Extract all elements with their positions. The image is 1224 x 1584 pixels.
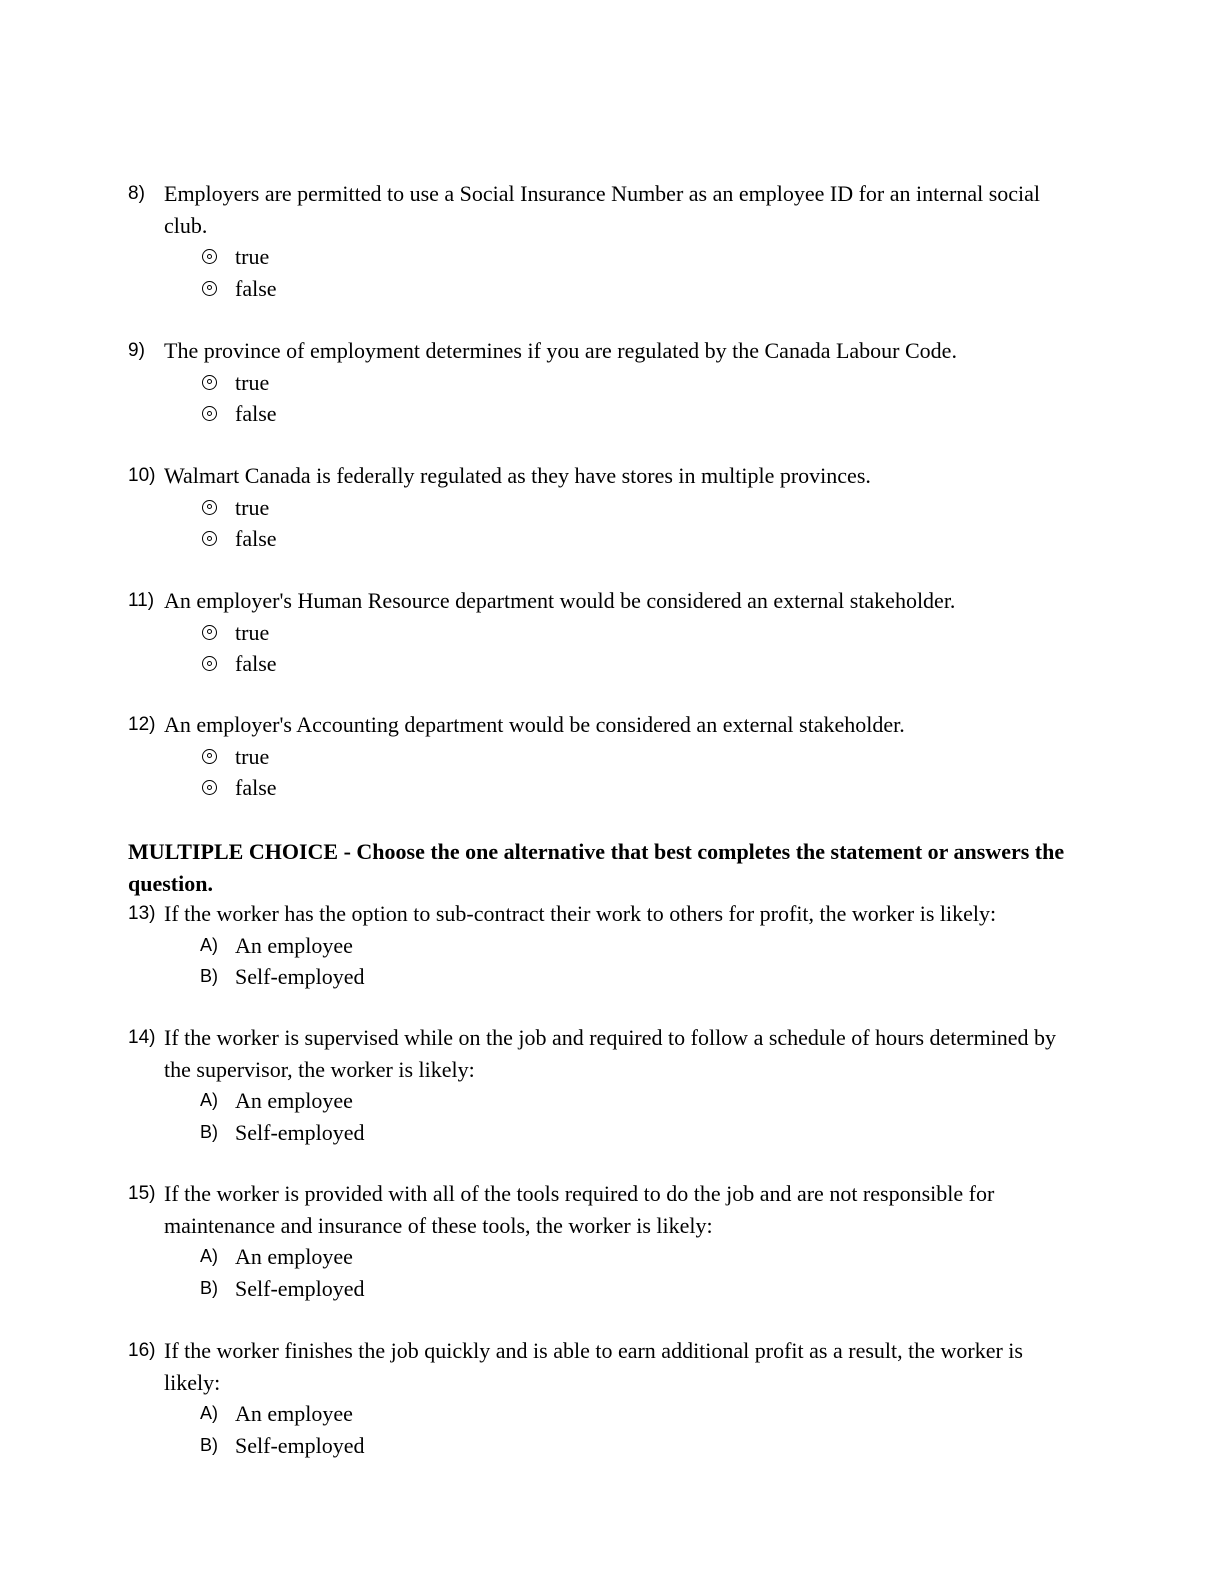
question-10: 10) Walmart Canada is federally regulated as they have stores in multiple provinces. true false — [128, 460, 1088, 492]
question-number: 14) — [128, 1027, 156, 1048]
radio-icon[interactable] — [202, 780, 217, 795]
question-8: 8) Employers are permitted to use a Social Insurance Number as an employee ID for an internal social club. true false — [128, 178, 1088, 241]
question-number: 16) — [128, 1340, 156, 1361]
question-number: 11) — [128, 590, 155, 611]
question-text: Employers are permitted to use a Social Insurance Number as an employee ID for an internal social club. — [164, 181, 1041, 238]
question-text: An employer's Accounting department would be considered an external stakeholder. — [164, 712, 905, 737]
question-9: 9) The province of employment determines if you are regulated by the Canada Labour Code. true false — [128, 335, 1088, 367]
question-text: The province of employment determines if you are regulated by the Canada Labour Code. — [164, 338, 957, 363]
question-number: 13) — [128, 903, 156, 924]
question-16: 16) If the worker finishes the job quickly and is able to earn additional profit as a result, the worker is likely: A) An employee B) Self-employed — [128, 1335, 1088, 1398]
question-number: 15) — [128, 1183, 156, 1204]
radio-icon[interactable] — [202, 249, 217, 264]
question-number: 8) — [128, 183, 145, 204]
radio-icon[interactable] — [202, 531, 217, 546]
question-text: If the worker is provided with all of the tools required to do the job and are not responsible for maintenance and insurance of these tools, the worker is likely: — [164, 1181, 995, 1238]
question-number: 9) — [128, 340, 145, 361]
question-text: An employer's Human Resource department would be considered an external stakeholder. — [164, 588, 956, 613]
question-text: Walmart Canada is federally regulated as they have stores in multiple provinces. — [164, 463, 871, 488]
section-heading: MULTIPLE CHOICE - Choose the one alternative that best completes the statement or answers the question. — [128, 839, 1065, 896]
question-text: If the worker is supervised while on the job and required to follow a schedule of hours determined by the supervisor, the worker is likely: — [164, 1025, 1056, 1082]
question-15: 15) If the worker is provided with all of the tools required to do the job and are not responsible for maintenance and insurance of these tools, the worker is likely: A) An employee B) Self-employed — [128, 1178, 1088, 1241]
question-14: 14) If the worker is supervised while on the job and required to follow a schedule of hours determined by the supervisor, the worker is likely: A) An employee B) Self-employed — [128, 1022, 1088, 1085]
question-text: If the worker has the option to sub-contract their work to others for profit, the worker is likely: — [164, 901, 997, 926]
question-11: 11) An employer's Human Resource department would be considered an external stakeholder. true false — [128, 585, 1088, 617]
question-12: 12) An employer's Accounting department would be considered an external stakeholder. true false — [128, 709, 1088, 741]
question-number: 12) — [128, 714, 156, 735]
radio-icon[interactable] — [202, 749, 217, 764]
question-13: 13) If the worker has the option to sub-contract their work to others for profit, the worker is likely: A) An employee B) Self-employed — [128, 898, 1088, 930]
radio-icon[interactable] — [202, 500, 217, 515]
radio-icon[interactable] — [202, 281, 217, 296]
radio-icon[interactable] — [202, 406, 217, 421]
radio-icon[interactable] — [202, 375, 217, 390]
radio-icon[interactable] — [202, 656, 217, 671]
question-text: If the worker finishes the job quickly and is able to earn additional profit as a result, the worker is likely: — [164, 1338, 1023, 1395]
radio-icon[interactable] — [202, 625, 217, 640]
question-number: 10) — [128, 465, 156, 486]
